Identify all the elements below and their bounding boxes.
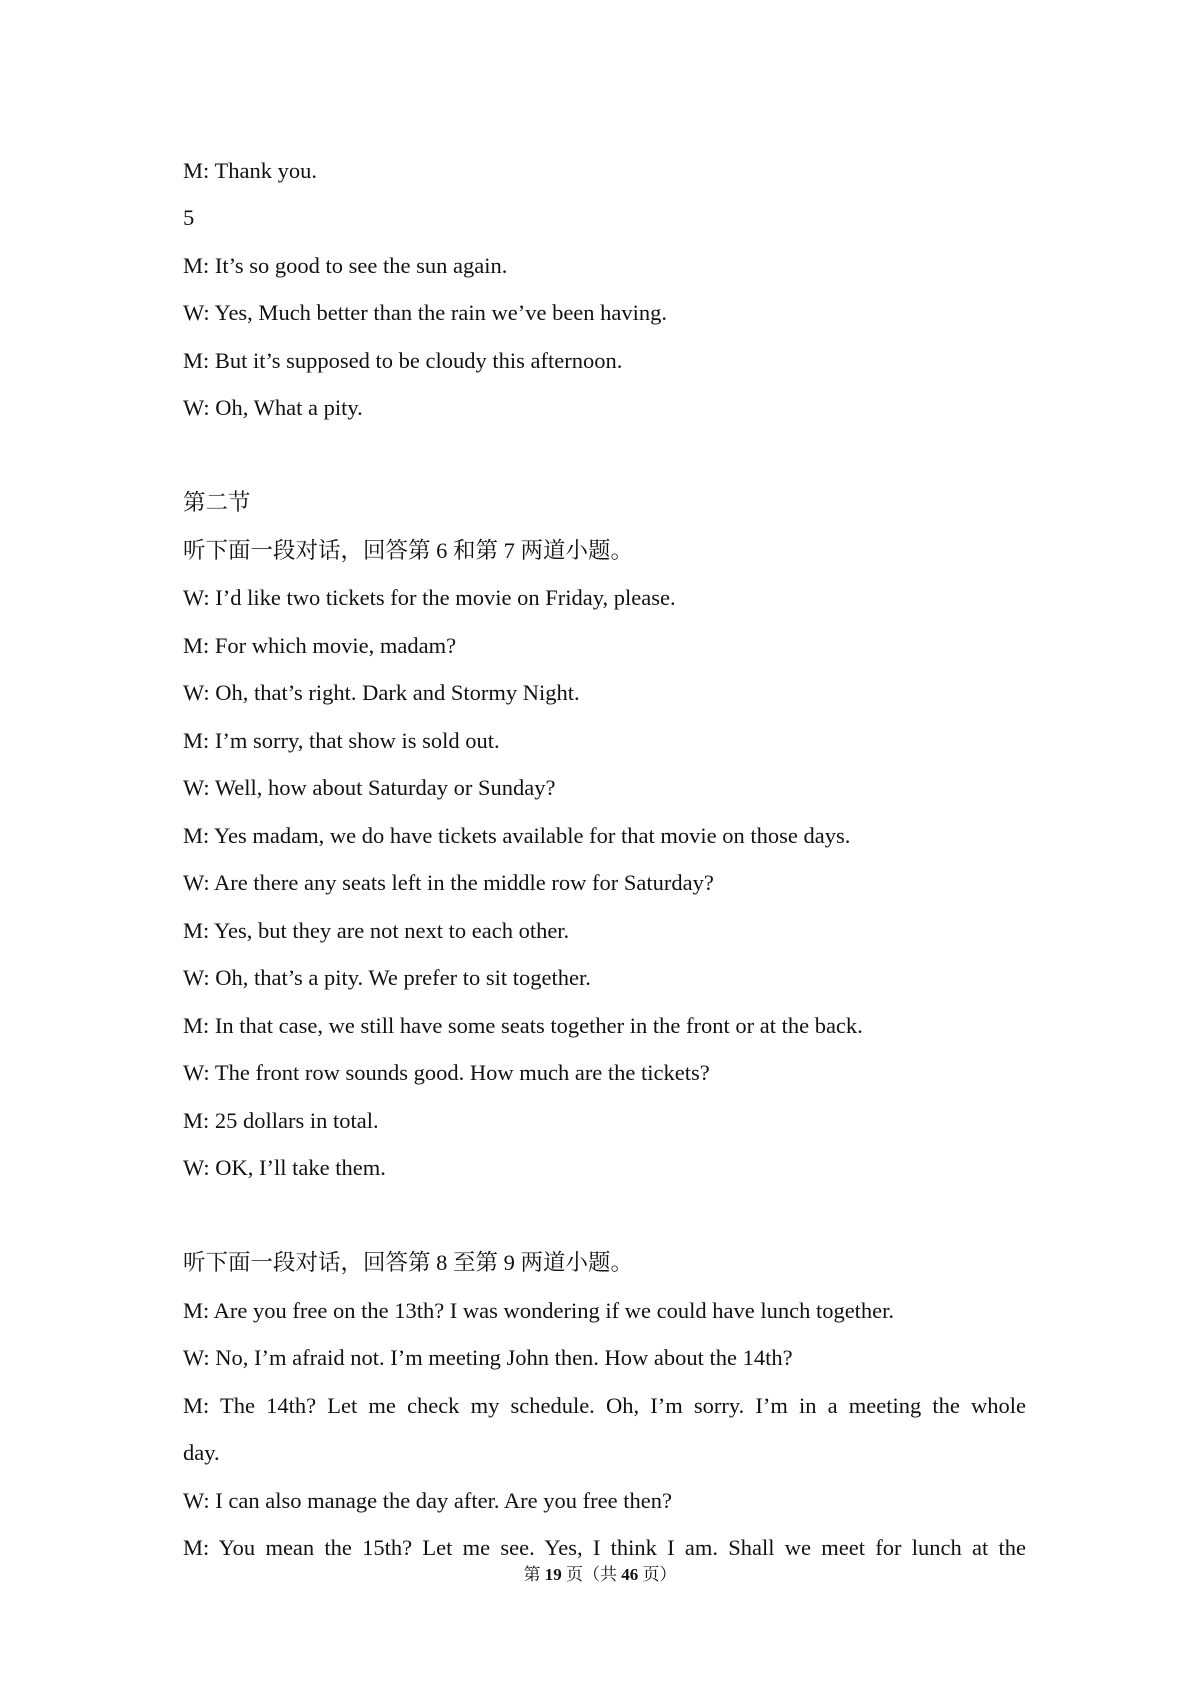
dialogue-line: W: I’d like two tickets for the movie on Friday, please. [183,585,676,610]
total-page-count: 46 [621,1565,639,1584]
question-instruction: 听下面一段对话，回答第 6 和第 7 两道小题。 [183,538,634,563]
dialogue-line: W: Oh, What a pity. [183,395,363,420]
footer-prefix: 第 [523,1565,541,1584]
dialogue-line: W: OK, I’ll take them. [183,1155,386,1180]
dialogue-line: M: For which movie, madam? [183,633,457,658]
dialogue-line: M: Thank you. [183,158,317,183]
dialogue-line: day. [183,1440,220,1465]
dialogue-line: M: Are you free on the 13th? I was wondering if we could have lunch together. [183,1298,895,1323]
dialogue-line: M: I’m sorry, that show is sold out. [183,728,500,753]
dialogue-line: M: It’s so good to see the sun again. [183,253,508,278]
page-footer [0,1563,1200,1587]
dialogue-line: W: Oh, that’s a pity. We prefer to sit together. [183,965,591,990]
footer-suffix: 页） [642,1565,677,1584]
dialogue-line: W: Yes, Much better than the rain we’ve been having. [183,300,668,325]
dialogue-line: W: The front row sounds good. How much are the tickets? [183,1060,710,1085]
dialogue-line: M: But it’s supposed to be cloudy this afternoon. [183,348,623,373]
dialogue-line: W: Are there any seats left in the middle row for Saturday? [183,870,714,895]
question-instruction: 听下面一段对话，回答第 8 至第 9 两道小题。 [183,1250,634,1275]
current-page-number: 19 [544,1565,562,1584]
dialogue-line: M: 25 dollars in total. [183,1108,379,1133]
footer-middle: 页（共 [566,1565,617,1584]
dialogue-line: W: Oh, that’s right. Dark and Stormy Night. [183,680,580,705]
section-number: 5 [183,205,195,230]
dialogue-line: M: Yes, but they are not next to each other. [183,918,570,943]
dialogue-line: M: You mean the 15th? Let me see. Yes, I think I am. Shall we meet for lunch at the [183,1535,1026,1560]
dialogue-line: M: The 14th? Let me check my schedule. Oh, I’m sorry. I’m in a meeting the whole [183,1393,1026,1418]
dialogue-line: W: I can also manage the day after. Are you free then? [183,1488,672,1513]
dialogue-line: W: Well, how about Saturday or Sunday? [183,775,556,800]
section-heading: 第二节 [183,490,251,515]
dialogue-line: M: Yes madam, we do have tickets available for that movie on those days. [183,823,851,848]
dialogue-line: M: In that case, we still have some seats together in the front or at the back. [183,1013,863,1038]
dialogue-line: W: No, I’m afraid not. I’m meeting John then. How about the 14th? [183,1345,793,1370]
